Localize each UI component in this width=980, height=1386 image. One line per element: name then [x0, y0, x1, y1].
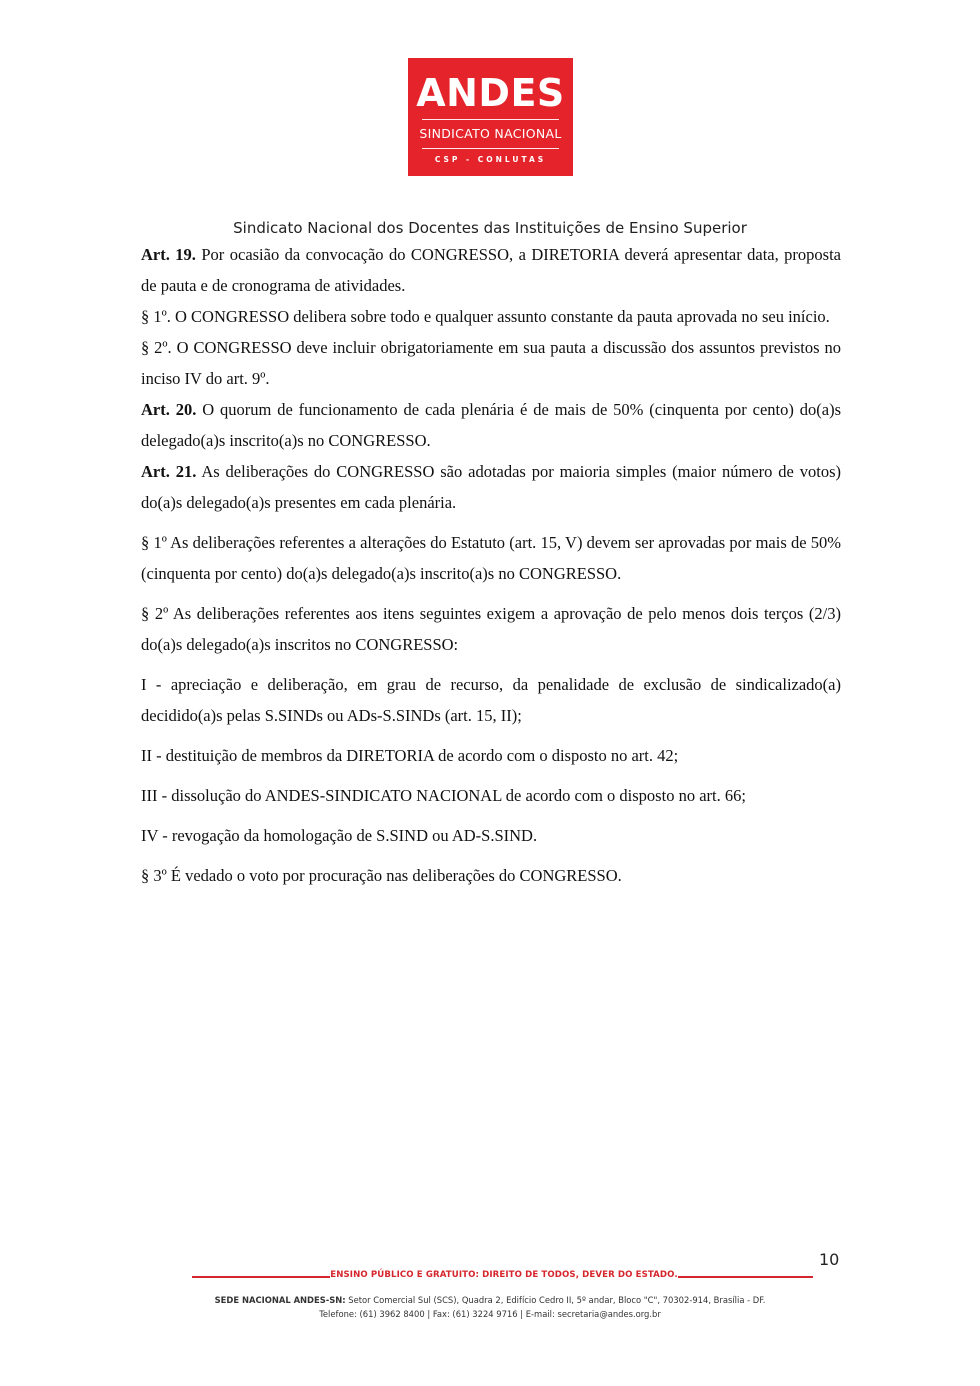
art-21	[141, 456, 841, 518]
andes-logo	[408, 58, 573, 176]
document-body	[141, 239, 841, 891]
footer-address-label: SEDE NACIONAL ANDES-SN:	[214, 1295, 346, 1305]
logo-main-text: ANDES	[416, 71, 565, 115]
organization-name: Sindicato Nacional dos Docentes das Instituições de Ensino Superior	[233, 219, 747, 237]
item-iv: IV - revogação da homologação de S.SIND ou AD-S.SIND.	[141, 826, 538, 845]
art-19-paragraph-1: § 1º. O CONGRESSO delibera sobre todo e qualquer assunto constante da pauta aprovada no seu início.	[141, 307, 830, 326]
art-20-label: Art. 20.	[141, 400, 197, 419]
footer-rule-left	[192, 1276, 330, 1278]
footer-rule-right	[678, 1276, 813, 1278]
art-19-text: Por ocasião da convocação do CONGRESSO, a DIRETORIA deverá apresentar data, proposta de pauta e de cronograma de atividades.	[141, 245, 842, 295]
art-19	[141, 239, 841, 301]
logo-sub-text: SINDICATO NACIONAL	[419, 126, 562, 141]
logo-tag-text: CSP - CONLUTAS	[434, 155, 547, 164]
page-number: 10	[819, 1250, 840, 1269]
item-i: I - apreciação e deliberação, em grau de recurso, da penalidade de exclusão de sindicalizado(a) decidido(a)s pelas S.SINDs ou ADs-S.SINDs (art. 15, II);	[141, 675, 841, 725]
footer-slogan: ENSINO PÚBLICO E GRATUITO: DIREITO DE TODOS, DEVER DO ESTADO.	[330, 1270, 678, 1280]
art-20-text: O quorum de funcionamento de cada plenária é de mais de 50% (cinquenta por cento) do(a)s delegado(a)s inscrito(a)s no CONGRESSO.	[141, 400, 841, 450]
art-19-paragraph-2: § 2º. O CONGRESSO deve incluir obrigatoriamente em sua pauta a discussão dos assuntos previstos no inciso IV do art. 9º.	[141, 338, 841, 388]
art-21-label: Art. 21.	[141, 462, 197, 481]
art-21-text: As deliberações do CONGRESSO são adotadas por maioria simples (maior número de votos) do(a)s delegado(a)s presentes em cada plenária.	[141, 462, 842, 512]
art-21-paragraph-1: § 1º As deliberações referentes a alterações do Estatuto (art. 15, V) devem ser aprovadas por mais de 50% (cinquenta por cento) do(a)s delegado(a)s inscrito(a)s no CONGRESSO.	[141, 533, 841, 583]
art-21-paragraph-2: § 2º As deliberações referentes aos itens seguintes exigem a aprovação de pelo menos dois terços (2/3) do(a)s delegado(a)s inscritos no CONGRESSO:	[141, 604, 841, 654]
item-ii: II - destituição de membros da DIRETORIA de acordo com o disposto no art. 42;	[141, 746, 679, 765]
footer-address-text: Setor Comercial Sul (SCS), Quadra 2, Edifício Cedro II, 5º andar, Bloco "C", 70302-914, Brasília - DF.	[345, 1295, 766, 1305]
logo-divider	[422, 119, 559, 120]
art-20	[141, 394, 841, 456]
item-iii: III - dissolução do ANDES-SINDICATO NACIONAL de acordo com o disposto no art. 66;	[141, 786, 746, 805]
logo-divider-2	[422, 148, 559, 149]
footer-address	[0, 1295, 980, 1305]
art-19-label: Art. 19.	[141, 245, 196, 264]
footer-contact: Telefone: (61) 3962 8400 | Fax: (61) 3224 9716 | E-mail: secretaria@andes.org.br	[319, 1309, 661, 1319]
art-21-paragraph-3: § 3º É vedado o voto por procuração nas deliberações do CONGRESSO.	[141, 866, 622, 885]
